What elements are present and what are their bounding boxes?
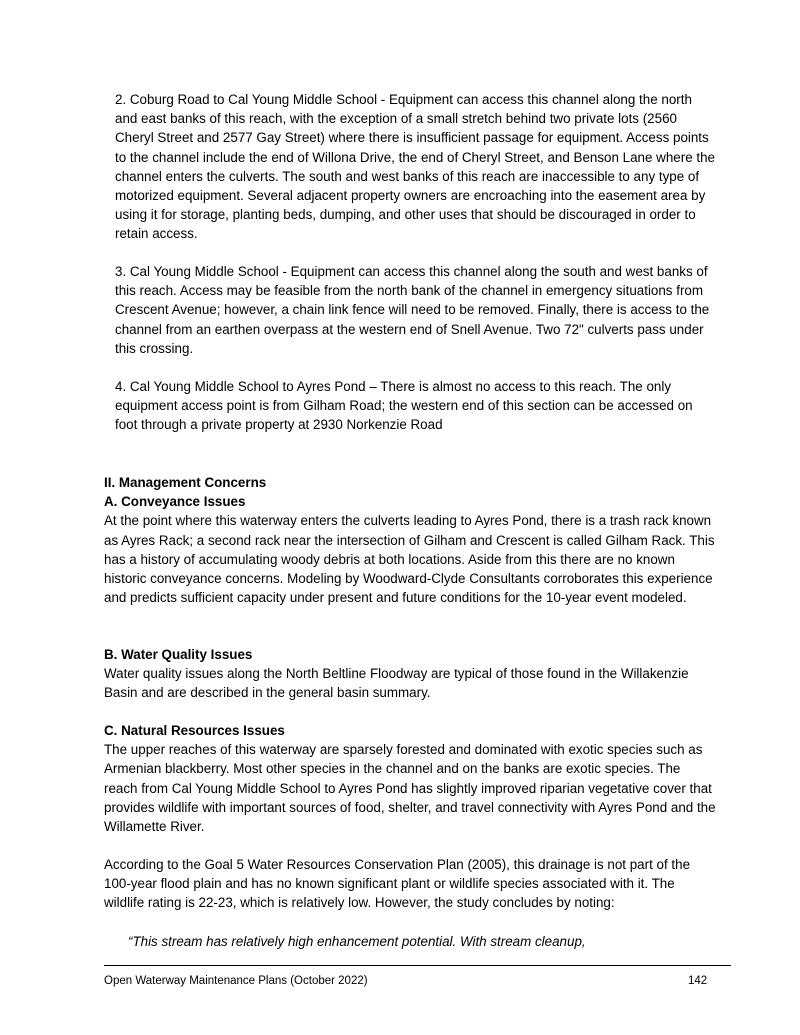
reach-2-paragraph: 2. Coburg Road to Cal Young Middle School - Equipment can access this channel along the north and east banks of this reach, with the exception of a small stretch behind two private lots (2560 Cheryl Street and 2577 Gay Street) where there is insufficient passage for equipment. Access points to the channel include the end of Willona Drive, the end of Cheryl Street, and Benson Lane where the channel enters the culverts. The south and west banks of this reach are inaccessible to any type of motorized equipment. Several adjacent property owners are encroaching into the easement area by using it for storage, planting beds, dumping, and other uses that should be discouraged in order to retain access. (115, 92, 715, 242)
water-quality-heading: B. Water Quality Issues (104, 647, 253, 662)
natural-resources-body: The upper reaches of this waterway are sparsely forested and dominated with exotic species such as Armenian blackberry. Most other species in the channel and on the banks are exotic species. The reach from Cal Young Middle School to Ayres Pond has slightly improved riparian vegetative cover that provides wildlife with important sources of food, shelter, and travel connectivity with Ayres Pond and the Willamette River. (104, 742, 716, 835)
goal5-paragraph: According to the Goal 5 Water Resources Conservation Plan (2005), this drainage is not part of the 100-year flood plain and has no known significant plant or wildlife species associated with it. The wildlife rating is 22-23, which is relatively low. However, the study concludes by noting: (104, 857, 691, 911)
conveyance-heading: A. Conveyance Issues (104, 494, 246, 510)
footer-divider (104, 965, 731, 966)
footer-document-title: Open Waterway Maintenance Plans (October 2022) (104, 975, 368, 987)
management-concerns-heading: II. Management Concerns (104, 475, 267, 490)
conveyance-section (104, 473, 716, 607)
page-number: 142 (688, 975, 708, 987)
natural-resources-section (104, 721, 716, 836)
water-quality-body: Water quality issues along the North Beltline Floodway are typical of those found in the Willakenzie Basin and are described in the general basin summary. (104, 666, 689, 701)
reach-3-paragraph: 3. Cal Young Middle School - Equipment can access this channel along the south and west banks of this reach. Access may be feasible from the north bank of the channel in emergency situations from Crescent Avenue; however, a chain link fence will need to be removed. Finally, there is access to the channel from an earthen overpass at the western end of Snell Avenue. Two 72" culverts pass under this crossing. (115, 264, 710, 356)
water-quality-section (104, 645, 716, 703)
reach-4-paragraph: 4. Cal Young Middle School to Ayres Pond – There is almost no access to this reach. The only equipment access point is from Gilham Road; the western end of this section can be accessed on foot through a private property at 2930 Norkenzie Road (115, 379, 693, 433)
natural-resources-heading: C. Natural Resources Issues (104, 723, 285, 738)
study-quote: “This stream has relatively high enhancement potential. With stream cleanup, (128, 934, 586, 949)
conveyance-body: At the point where this waterway enters the culverts leading to Ayres Pond, there is a trash rack known as Ayres Rack; a second rack near the intersection of Gilham and Crescent is called Gilham Rack. This has a history of accumulating woody debris at both locations. Aside from this there are no known historic conveyance concerns. Modeling by Woodward-Clyde Consultants corroborates this experience and predicts sufficient capacity under present and future conditions for the 10-year event modeled. (104, 513, 715, 606)
